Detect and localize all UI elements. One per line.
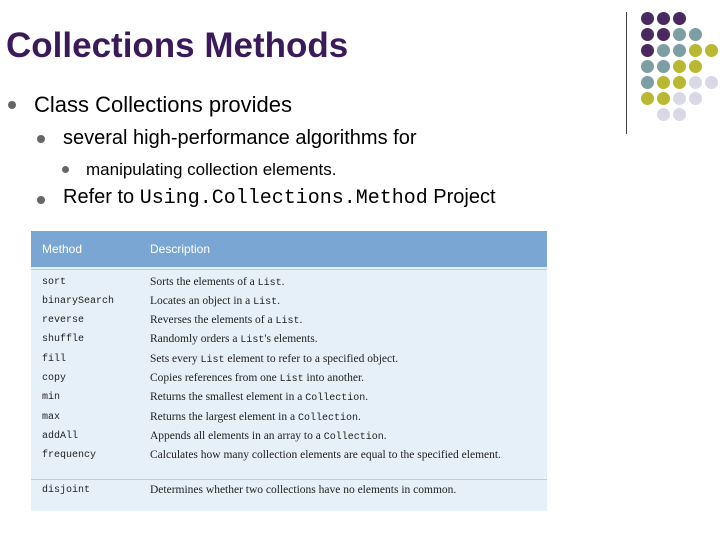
table-cell-method: binarySearch	[42, 296, 115, 307]
decor-dot	[657, 92, 670, 105]
table-cell-description: Sorts the elements of a List.	[150, 276, 285, 289]
bullet-level3-text: manipulating collection elements.	[86, 160, 337, 179]
table-cell-method: shuffle	[42, 334, 85, 345]
decor-dot	[657, 28, 670, 41]
decor-dot	[673, 60, 686, 73]
column-header-description: Description	[150, 242, 211, 256]
decor-dot	[689, 76, 702, 89]
table-cell-method: addAll	[42, 431, 79, 442]
decor-dot	[673, 76, 686, 89]
slide-title: Collections Methods	[6, 26, 349, 65]
decor-dot	[689, 44, 702, 57]
table-cell-method: max	[42, 412, 61, 423]
decor-dot	[673, 28, 686, 41]
decor-dot	[689, 60, 702, 73]
decor-dot	[641, 76, 654, 89]
table-cell-method: frequency	[42, 450, 97, 461]
decor-dot	[641, 44, 654, 57]
bullet-level2-text: several high-performance algorithms for	[63, 127, 417, 149]
table-row-separator	[31, 479, 547, 480]
decor-dot	[641, 12, 654, 25]
table-cell-method: fill	[42, 354, 67, 365]
table-cell-method: reverse	[42, 315, 85, 326]
table-cell-description: Determines whether two collections have no elements in common.	[150, 484, 457, 496]
table-cell-method: sort	[42, 277, 67, 288]
table-cell-description: Randomly orders a List's elements.	[150, 333, 318, 346]
table-header	[31, 231, 547, 267]
decor-dot	[673, 108, 686, 121]
bullet-dot	[62, 166, 69, 173]
table-cell-method: min	[42, 392, 61, 403]
bullet-level1-text: Class Collections provides	[34, 92, 292, 117]
table-cell-method: copy	[42, 373, 67, 384]
table-cell-description: Locates an object in a List.	[150, 295, 281, 308]
bullet-level2-project-line	[63, 186, 496, 210]
decor-dot	[689, 28, 702, 41]
decor-dot	[657, 108, 670, 121]
project-suffix-text: Project	[427, 186, 496, 208]
table-row-separator	[31, 269, 547, 270]
decor-dot	[705, 44, 718, 57]
table-cell-description: Calculates how many collection elements are equal to the specified element.	[150, 449, 501, 461]
table-cell-description: Returns the smallest element in a Collection.	[150, 391, 369, 404]
decor-dot	[689, 92, 702, 105]
table-cell-description: Copies references from one List into another.	[150, 372, 365, 385]
table-cell-description: Appends all elements in an array to a Collection.	[150, 430, 387, 443]
decorative-vertical-rule	[626, 12, 627, 134]
table-cell-description: Returns the largest element in a Collection.	[150, 411, 361, 424]
decor-dot	[641, 60, 654, 73]
decor-dot	[673, 92, 686, 105]
decor-dot	[657, 76, 670, 89]
table-cell-description: Reverses the elements of a List.	[150, 314, 303, 327]
project-name-code: Using.Collections.Method	[139, 187, 428, 210]
column-header-method: Method	[42, 242, 83, 256]
decor-dot	[657, 60, 670, 73]
decor-dot	[673, 44, 686, 57]
decor-dot	[641, 28, 654, 41]
table-cell-method: disjoint	[42, 485, 91, 496]
decor-dot	[705, 76, 718, 89]
bullet-dot	[37, 196, 45, 204]
decor-dot	[673, 12, 686, 25]
decor-dot	[657, 44, 670, 57]
decor-dot	[641, 92, 654, 105]
project-prefix-text: Refer to	[63, 186, 140, 208]
decor-dot	[657, 12, 670, 25]
bullet-dot	[8, 101, 16, 109]
table-cell-description: Sets every List element to refer to a specified object.	[150, 353, 399, 366]
collections-methods-table	[31, 231, 547, 511]
bullet-dot	[37, 135, 45, 143]
